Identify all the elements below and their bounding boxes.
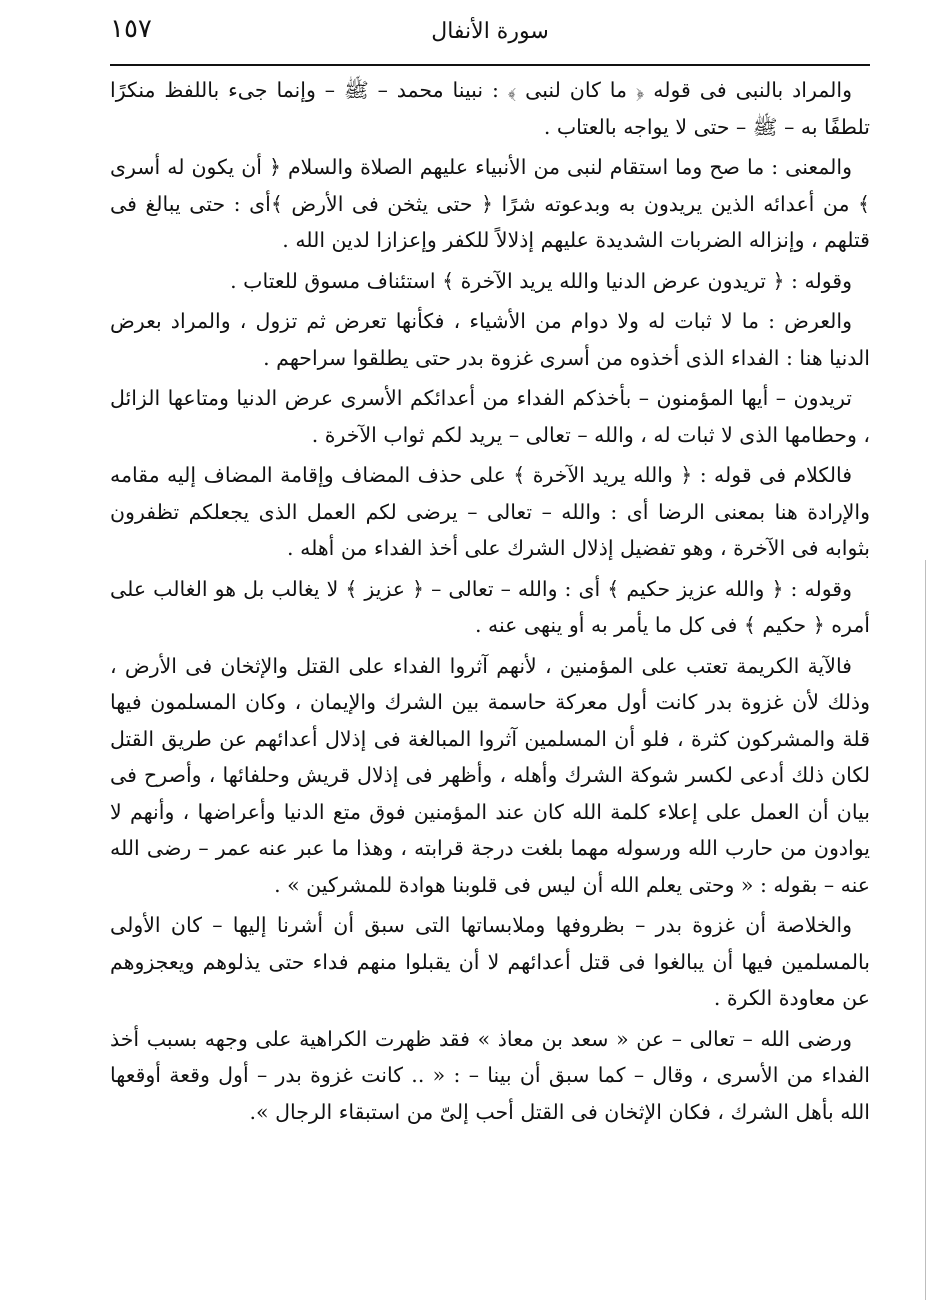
paragraph-8: فالآية الكريمة تعتب على المؤمنين ، لأنهم آثروا الفداء على القتل والإثخان فى الأرض ، وذلك لأن غزوة بدر كانت أول معركة حاسمة بين الشرك والإيمان ، وكان المسلمون فيها قلة والمشركون كثرة ، فلو أن المسلمين آثروا المبالغة فى إذلال أعدائهم عن طريق القتل لكان ذلك أدعى لكسر شوكة الشرك وأهله ، وأظهر فى إذلال قريش وحلفائها ، وأصرح فى بيان أن العمل على إعلاء كلمة الله كان عند المؤمنين فوق متع الدنيا وأعراضها ، وأنهم لا يوادون من حارب الله ورسوله مهما بلغت درجة قرابته ، وهذا ما عبر عنه عمر – رضى الله عنه – بقوله : « وحتى يعلم الله أن ليس فى قلوبنا هوادة للمشركين » . xyxy=(110,653,870,897)
header-divider xyxy=(110,64,870,66)
scan-edge-line xyxy=(925,560,926,1300)
page-header xyxy=(110,14,870,58)
paragraph-3: وقوله : ﴿ تريدون عرض الدنيا والله يريد الآخرة ﴾ استئناف مسوق للعتاب . xyxy=(230,268,852,293)
paragraph-2: والمعنى : ما صح وما استقام لنبى من الأنبياء عليهم الصلاة والسلام ﴿ أن يكون له أسرى ﴾ من أعدائه الذين يريدون به وبدعوته شرًا ﴿ حتى يثخن فى الأرض ﴾أى : حتى يبالغ فى قتلهم ، وإنزاله الضربات الشديدة عليهم إذلالاً للكفر وإعزازا لدين الله . xyxy=(110,155,870,252)
page-number: ١٥٧ xyxy=(110,14,152,44)
paragraph-9: والخلاصة أن غزوة بدر – بظروفها وملابساتها التى سبق أن أشرنا إليها – كان الأولى بالمسلمين فيها أن يبالغوا فى قتل أعدائهم لا أن يقبلوا منهم فداء حتى يذلوهم ويعجزوهم عن معاودة الكرة . xyxy=(110,913,870,1010)
surah-title: سورة الأنفال xyxy=(431,19,549,44)
paragraph-10: ورضى الله – تعالى – عن « سعد بن معاذ » فقد ظهرت الكراهية على وجهه بسبب أخذ الفداء من الأسرى ، وقال – كما سبق أن بينا – : « .. كانت غزوة بدر – أول وقعة أوقعها الله بأهل الشرك ، فكان الإثخان فى القتل أحب إلىّ من استبقاء الرجال ». xyxy=(110,1026,870,1124)
paragraph-5: تريدون – أيها المؤمنون – بأخذكم الفداء من أعدائكم الأسرى عرض الدنيا ومتاعها الزائل ، وحطامها الذى لا ثبات له ، والله – تعالى – يريد لكم ثواب الآخرة . xyxy=(110,386,870,447)
paragraph-1: والمراد بالنبى فى قوله ﴿ ما كان لنبى ﴾ : نبينا محمد – ﷺ – وإنما جىء باللفظ منكرًا تلطفًا به – ﷺ – حتى لا يواجه بالعتاب . xyxy=(110,78,870,139)
paragraph-6: فالكلام فى قوله : ﴿ والله يريد الآخرة ﴾ على حذف المضاف وإقامة المضاف إليه مقامه والإرادة هنا بمعنى الرضا أى : والله – تعالى – يرضى لكم العمل الذى يجعلكم تظفرون بثوابه فى الآخرة ، وهو تفضيل إذلال الشرك على أخذ الفداء من أهله . xyxy=(110,463,870,560)
paragraph-7: وقوله : ﴿ والله عزيز حكيم ﴾ أى : والله – تعالى – ﴿ عزيز ﴾ لا يغالب بل هو الغالب على أمره ﴿ حكيم ﴾ فى كل ما يأمر به أو ينهى عنه . xyxy=(110,576,870,637)
paragraph-4: والعرض : ما لا ثبات له ولا دوام من الأشياء ، فكأنها تعرض ثم تزول ، والمراد بعرض الدنيا هنا : الفداء الذى أخذوه من أسرى غزوة بدر حتى يطلقوا سراحهم . xyxy=(110,309,870,370)
page-body xyxy=(110,72,870,1134)
